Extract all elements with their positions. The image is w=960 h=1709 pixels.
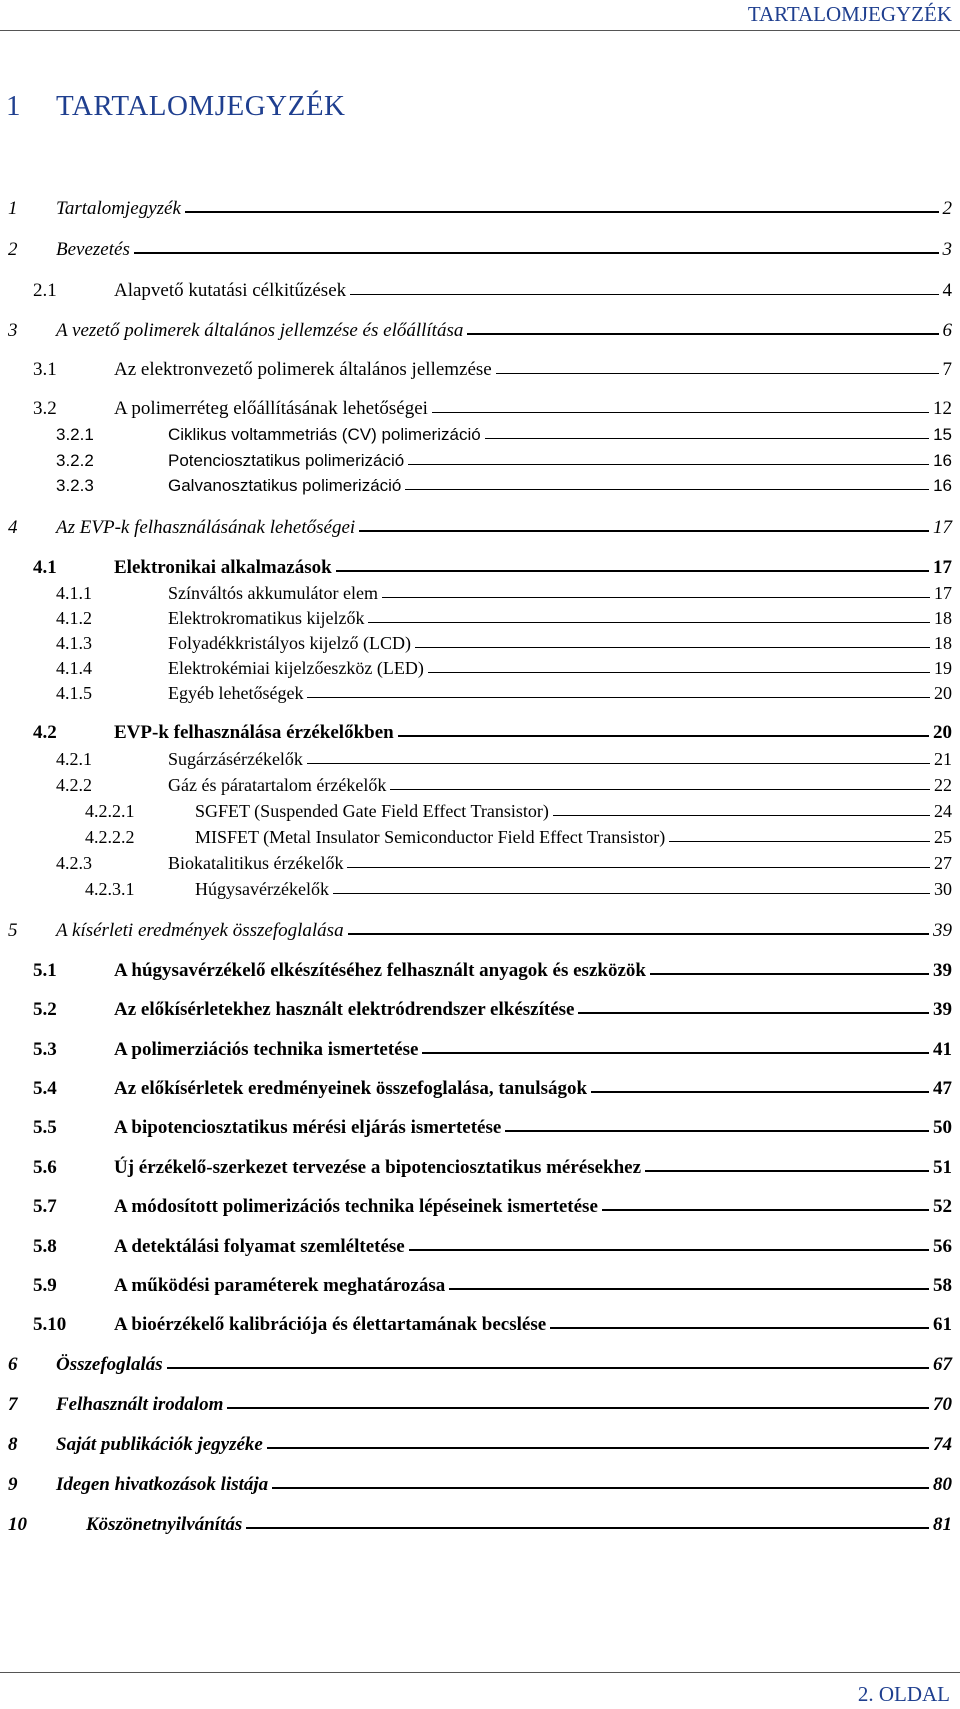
toc-entry-title: Gáz és páratartalom érzékelők	[168, 775, 387, 795]
toc-entry-title: Új érzékelő-szerkezet tervezése a bipotenciosztatikus mérésekhez	[114, 1157, 642, 1178]
toc-leader	[428, 672, 930, 673]
toc-entry-page: 52	[933, 1196, 952, 1217]
toc-entry-page: 47	[933, 1078, 952, 1099]
toc-leader	[405, 489, 929, 490]
toc-entry[interactable]	[33, 1117, 952, 1139]
toc-entry[interactable]	[33, 1157, 952, 1179]
toc-entry-title: A vezető polimerek általános jellemzése és előállítása	[56, 320, 464, 341]
toc-entry[interactable]	[33, 1275, 952, 1297]
toc-entry-number: 5.3	[33, 1039, 57, 1060]
toc-entry-page: 67	[933, 1354, 952, 1375]
toc-leader	[553, 815, 930, 816]
toc-entry-page: 17	[934, 583, 952, 603]
toc-entry-number: 5.10	[33, 1314, 67, 1335]
toc-entry-number: 4.2.1	[56, 749, 92, 769]
toc-entry[interactable]	[56, 451, 952, 471]
toc-entry-title: Alapvető kutatási célkitűzések	[114, 280, 347, 301]
toc-leader	[449, 1288, 929, 1290]
toc-entry-title: A bioérzékelő kalibrációja és élettartamának becslése	[114, 1314, 547, 1335]
toc-entry-number: 7	[8, 1394, 18, 1415]
toc-entry-title: MISFET (Metal Insulator Semiconductor Field Effect Transistor)	[195, 827, 666, 847]
toc-leader	[167, 1367, 929, 1369]
toc-entry-number: 5.7	[33, 1196, 57, 1217]
toc-entry-number: 4.2.3	[56, 853, 92, 873]
toc-entry-page: 2	[942, 198, 952, 219]
toc-entry-title: Elektrokémiai kijelzőeszköz (LED)	[168, 658, 424, 678]
toc-entry-number: 5.2	[33, 999, 57, 1020]
toc-leader	[348, 933, 929, 935]
toc-leader	[485, 438, 929, 439]
toc-entry-page: 70	[933, 1394, 952, 1415]
toc-entry[interactable]	[33, 722, 952, 744]
toc-entry-title: EVP-k felhasználása érzékelőkben	[114, 722, 394, 743]
toc-entry-page: 7	[942, 359, 952, 380]
toc-entry-number: 5.4	[33, 1078, 57, 1099]
toc-leader	[185, 211, 939, 213]
toc-entry-page: 17	[933, 557, 952, 578]
toc-entry-title: A módosított polimerizációs technika lépéseinek ismertetése	[114, 1196, 598, 1217]
toc-entry-title: Elektrokromatikus kijelzők	[168, 608, 365, 628]
toc-entry-number: 4.2.2	[56, 775, 92, 795]
toc-entry-title: SGFET (Suspended Gate Field Effect Transistor)	[195, 801, 549, 821]
toc-entry[interactable]	[33, 398, 952, 420]
toc-entry-title: A működési paraméterek meghatározása	[114, 1275, 446, 1296]
toc-leader	[650, 973, 929, 975]
toc-entry[interactable]	[56, 658, 952, 679]
toc-entry-number: 3.2	[33, 398, 57, 419]
toc-entry[interactable]	[33, 1314, 952, 1336]
toc-entry-number: 5.1	[33, 960, 57, 981]
toc-entry-title: Az előkísérletekhez használt elektródrendszer elkészítése	[114, 999, 575, 1020]
toc-entry-page: 12	[933, 398, 952, 419]
toc-entry-page: 50	[933, 1117, 952, 1138]
toc-entry-page: 27	[934, 853, 952, 873]
toc-entry-title: A polimerziációs technika ismertetése	[114, 1039, 419, 1060]
toc-entry-number: 3	[8, 320, 18, 341]
toc-entry-title: Ciklikus voltammetriás (CV) polimerizáció	[168, 425, 481, 444]
toc-entry[interactable]	[56, 749, 952, 770]
toc-entry[interactable]	[8, 239, 952, 261]
toc-leader	[227, 1407, 929, 1409]
toc-entry-page: 39	[933, 999, 952, 1020]
toc-leader	[669, 841, 930, 842]
toc-entry[interactable]	[8, 1394, 952, 1416]
toc-entry-page: 21	[934, 749, 952, 769]
toc-entry-title: Potenciosztatikus polimerizáció	[168, 451, 405, 470]
toc-entry-number: 4.1	[33, 557, 57, 578]
toc-entry[interactable]	[56, 583, 952, 604]
toc-entry-number: 8	[8, 1434, 18, 1455]
toc-leader	[398, 735, 929, 737]
toc-entry-number: 3.1	[33, 359, 57, 380]
toc-entry[interactable]	[56, 608, 952, 629]
toc-entry-title: A kísérleti eredmények összefoglalása	[56, 920, 344, 941]
toc-entry-number: 5.9	[33, 1275, 57, 1296]
toc-entry-number: 1	[8, 198, 18, 219]
toc-leader	[496, 373, 939, 374]
toc-entry[interactable]	[8, 1354, 952, 1376]
toc-entry[interactable]	[56, 683, 952, 704]
toc-leader	[350, 294, 938, 295]
toc-entry-title: Köszönetnyilvánítás	[86, 1514, 243, 1535]
toc-entry[interactable]	[85, 827, 952, 848]
toc-entry-page: 56	[933, 1236, 952, 1257]
toc-entry-number: 4.1.3	[56, 633, 92, 653]
toc-entry[interactable]	[33, 1078, 952, 1100]
toc-leader	[422, 1052, 929, 1054]
toc-entry[interactable]	[33, 1039, 952, 1061]
toc-entry-title: Az EVP-k felhasználásának lehetőségei	[56, 517, 356, 538]
toc-entry[interactable]	[33, 999, 952, 1021]
toc-entry-title: A polimerréteg előállításának lehetőségei	[114, 398, 428, 419]
toc-entry-page: 30	[934, 879, 952, 899]
toc-entry[interactable]	[56, 853, 952, 874]
toc-leader	[467, 333, 938, 335]
toc-entry-page: 3	[942, 239, 952, 260]
toc-leader	[347, 867, 930, 868]
toc-leader	[415, 647, 930, 648]
page-number-footer: 2. OLDAL	[857, 1682, 950, 1706]
toc-leader	[578, 1012, 929, 1014]
toc-entry-number: 6	[8, 1354, 18, 1375]
toc-entry[interactable]	[8, 198, 952, 220]
toc-entry-page: 58	[933, 1275, 952, 1296]
toc-entry-page: 4	[942, 280, 952, 301]
toc-leader	[408, 464, 929, 465]
toc-entry-page: 17	[933, 517, 952, 538]
toc-leader	[134, 252, 939, 254]
toc-entry-page: 22	[934, 775, 952, 795]
toc-leader	[368, 622, 930, 623]
toc-entry-number: 4	[8, 517, 18, 538]
toc-entry-number: 5.5	[33, 1117, 57, 1138]
toc-leader	[602, 1209, 929, 1211]
toc-entry-number: 4.2.3.1	[85, 879, 135, 899]
toc-leader	[390, 789, 930, 790]
toc-entry-page: 18	[934, 608, 952, 628]
toc-entry-title: A detektálási folyamat szemléltetése	[114, 1236, 405, 1257]
toc-entry-page: 18	[934, 633, 952, 653]
toc-entry-title: Tartalomjegyzék	[56, 198, 181, 219]
toc-entry-title: Bevezetés	[56, 239, 130, 260]
toc-entry-page: 39	[933, 920, 952, 941]
toc-entry-title: Húgysavérzékelők	[195, 879, 329, 899]
toc-leader	[382, 597, 930, 598]
toc-leader	[246, 1527, 929, 1529]
toc-entry-title: Színváltós akkumulátor elem	[168, 583, 378, 603]
toc-leader	[359, 530, 929, 532]
toc-entry-page: 74	[933, 1434, 952, 1455]
toc-entry[interactable]	[8, 517, 952, 539]
toc-entry[interactable]	[85, 879, 952, 900]
toc-entry-page: 19	[934, 658, 952, 678]
toc-entry-title: Biokatalitikus érzékelők	[168, 853, 344, 873]
toc-entry-number: 4.1.2	[56, 608, 92, 628]
toc-entry[interactable]	[56, 633, 952, 654]
toc-leader	[505, 1130, 929, 1132]
toc-entry-number: 5.8	[33, 1236, 57, 1257]
toc-entry-number: 4.2	[33, 722, 57, 743]
toc-entry-title: Folyadékkristályos kijelző (LCD)	[168, 633, 411, 653]
toc-entry-title: Sugárzásérzékelők	[168, 749, 303, 769]
toc-entry[interactable]	[33, 1196, 952, 1218]
toc-entry-page: 39	[933, 960, 952, 981]
toc-entry[interactable]	[8, 920, 952, 942]
toc-entry[interactable]	[56, 476, 952, 496]
toc-entry-page: 24	[934, 801, 952, 821]
toc-entry[interactable]	[33, 359, 952, 381]
toc-leader	[267, 1447, 929, 1449]
toc-entry-number: 5	[8, 920, 18, 941]
toc-entry-page: 20	[933, 722, 952, 743]
toc-entry[interactable]	[56, 775, 952, 796]
toc-entry-title: A húgysavérzékelő elkészítéséhez felhasznált anyagok és eszközök	[114, 960, 646, 981]
toc-entry-title: Az előkísérletek eredményeinek összefoglalása, tanulságok	[114, 1078, 588, 1099]
toc-leader	[591, 1091, 929, 1093]
toc-entry-title: Összefoglalás	[56, 1354, 163, 1375]
toc-entry-page: 25	[934, 827, 952, 847]
toc-entry-number: 4.2.2.2	[85, 827, 135, 847]
toc-entry-title: Felhasznált irodalom	[56, 1394, 224, 1415]
toc-leader	[409, 1249, 929, 1251]
toc-entry-title: Saját publikációk jegyzéke	[56, 1434, 263, 1455]
toc-entry[interactable]	[33, 557, 952, 579]
toc-entry[interactable]	[8, 1514, 952, 1536]
toc-entry[interactable]	[85, 801, 952, 822]
toc-entry-page: 16	[933, 476, 952, 495]
toc-entry-page: 80	[933, 1474, 952, 1495]
toc-entry-number: 2	[8, 239, 18, 260]
toc-entry-page: 15	[933, 425, 952, 444]
toc-entry-title: Galvanosztatikus polimerizáció	[168, 476, 402, 495]
toc-entry-title: Elektronikai alkalmazások	[114, 557, 332, 578]
toc-entry-number: 2.1	[33, 280, 57, 301]
toc-entry[interactable]	[8, 1434, 952, 1456]
toc-entry-title: Idegen hivatkozások listája	[56, 1474, 269, 1495]
toc-entry-page: 61	[933, 1314, 952, 1335]
toc-entry-number: 3.2.2	[56, 451, 94, 470]
toc-entry-number: 10	[8, 1514, 27, 1535]
toc-entry[interactable]	[33, 280, 952, 302]
toc-leader	[432, 412, 929, 413]
toc-leader	[336, 570, 929, 572]
toc-entry-number: 3.2.3	[56, 476, 94, 495]
page-title-number: 1	[6, 90, 21, 122]
toc-entry-page: 16	[933, 451, 952, 470]
toc-entry[interactable]	[56, 425, 952, 445]
toc-entry-title: Egyéb lehetőségek	[168, 683, 304, 703]
toc-entry-number: 9	[8, 1474, 18, 1495]
toc-entry-number: 5.6	[33, 1157, 57, 1178]
running-header-text: TARTALOMJEGYZÉK	[747, 2, 952, 26]
toc-entry[interactable]	[33, 1236, 952, 1258]
toc-entry-number: 3.2.1	[56, 425, 94, 444]
footer-rule	[0, 1672, 960, 1673]
page-title-text: TARTALOMJEGYZÉK	[56, 90, 346, 122]
toc-entry-number: 4.1.4	[56, 658, 92, 678]
toc-entry-page: 20	[934, 683, 952, 703]
toc-leader	[550, 1327, 929, 1329]
toc-entry-title: Az elektronvezető polimerek általános jellemzése	[114, 359, 492, 380]
toc-leader	[272, 1487, 929, 1489]
toc-entry-number: 4.1.5	[56, 683, 92, 703]
toc-leader	[307, 763, 930, 764]
toc-leader	[307, 697, 930, 698]
toc-entry-page: 41	[933, 1039, 952, 1060]
toc-entry[interactable]	[8, 1474, 952, 1496]
toc-entry[interactable]	[33, 960, 952, 982]
toc-entry-number: 4.2.2.1	[85, 801, 135, 821]
toc-leader	[333, 893, 930, 894]
toc-entry[interactable]	[8, 320, 952, 342]
toc-entry-title: A bipotenciosztatikus mérési eljárás ismertetése	[114, 1117, 502, 1138]
toc-entry-number: 4.1.1	[56, 583, 92, 603]
toc-entry-page: 6	[942, 320, 952, 341]
toc-entry-page: 81	[933, 1514, 952, 1535]
toc-entry-page: 51	[933, 1157, 952, 1178]
toc-leader	[645, 1170, 929, 1172]
